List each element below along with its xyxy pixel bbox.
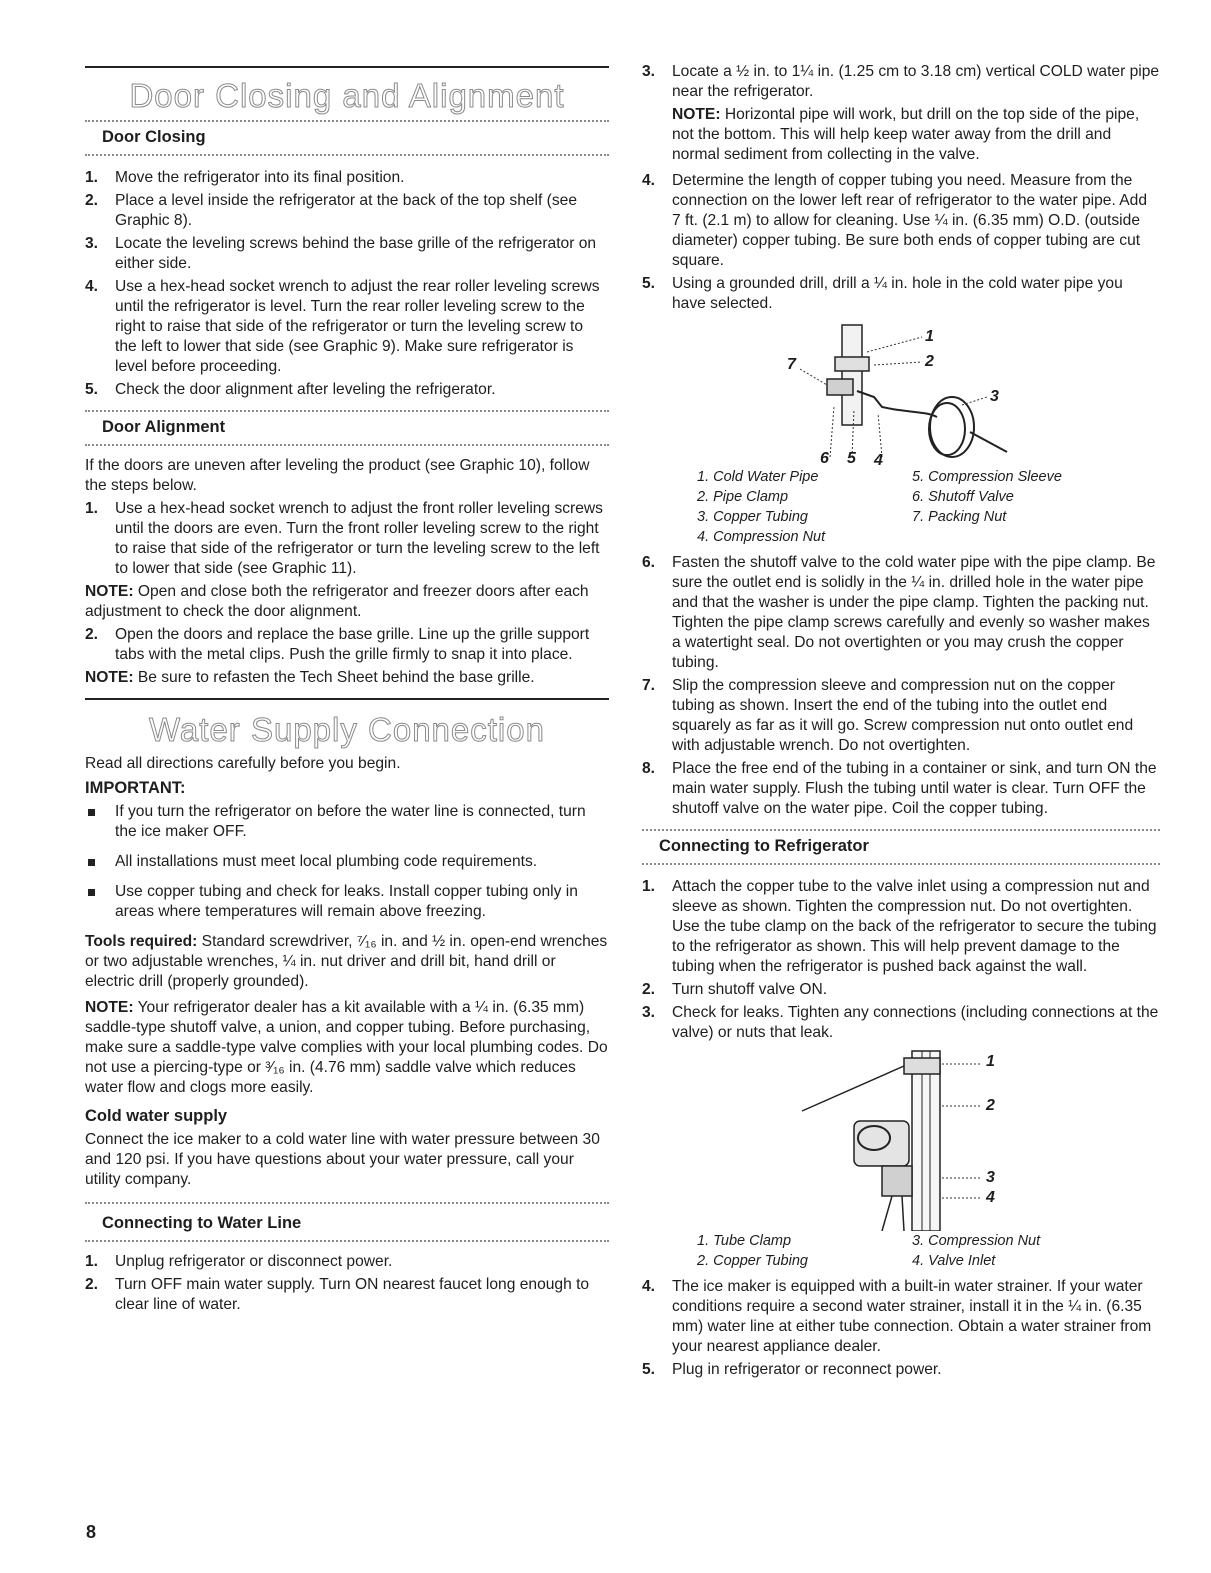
door-alignment-intro: If the doors are uneven after leveling the product (see Graphic 10), follow the steps below.	[85, 457, 590, 494]
connecting-water-line-heading: Connecting to Water Line	[102, 1214, 302, 1232]
list-item: 1. Use a hex-head socket wrench to adjust the front roller leveling screws until the doors are even. Turn the front roller leveling screw to the right to raise that side of the refrigerator or turn the leveling screw to the left to lower that side (see Graphic 11).	[85, 500, 603, 577]
callout-label: 4	[986, 1189, 995, 1206]
callout-label: 4	[874, 452, 883, 469]
list-item: 4. Determine the length of copper tubing you need. Measure from the connection on the lower left rear of refrigerator to the water pipe. Add 7 ft. (2.1 m) to allow for cleaning. Use ¼ in. (6.35 mm) O.D. (outside diameter) copper tubing. Be sure both ends of copper tubing are cut square.	[642, 172, 1148, 269]
list-item: 2. Open the doors and replace the base grille. Line up the grille support tabs with the metal clips. Push the grille firmly to snap it into place.	[85, 626, 590, 663]
bullet-icon	[88, 889, 95, 896]
legend-item	[912, 527, 1142, 547]
steps-4-5	[642, 1277, 1160, 1380]
cold-water-text: Connect the ice maker to a cold water line with water pressure between 30 and 120 psi. If you have questions about your water pressure, call your utility company.	[85, 1131, 600, 1188]
callout-label: 3	[986, 1169, 995, 1186]
refrigerator-steps	[642, 877, 1160, 1043]
divider	[85, 1240, 609, 1242]
callout-label: 2	[925, 353, 934, 370]
list-item: 4. Use a hex-head socket wrench to adjust the rear roller leveling screws until the refrigerator is level. Turn the rear roller leveling screw to the right to raise that side of the refrigerator or turn the leveling screw to the left to lower that side (see Graphic 9). Make sure refrigerator is level before proceeding.	[85, 278, 600, 375]
important-list	[85, 802, 609, 922]
water-line-steps	[85, 1252, 609, 1315]
section-rule	[85, 698, 609, 700]
divider	[642, 863, 1160, 865]
valve-inlet-illustration	[642, 1046, 1160, 1231]
list-item: If you turn the refrigerator on before the water line is connected, turn the ice maker OFF.	[85, 802, 609, 842]
legend-item: 7. Packing Nut	[912, 509, 1007, 525]
list-item: 7. Slip the compression sleeve and compression nut on the copper tubing as shown. Insert the end of the tubing into the outlet end squarely as far as it will go. Screw compression nut onto outlet end with adjustable wrench. Do not overtighten.	[642, 677, 1134, 754]
list-item: 2. Turn OFF main water supply. Turn ON nearest faucet long enough to clear line of water.	[85, 1276, 590, 1313]
left-column	[85, 60, 609, 1318]
legend-item: 3. Compression Nut	[912, 1233, 1041, 1249]
list-item: Use copper tubing and check for leaks. Install copper tubing only in areas where temperatures will remain above freezing.	[85, 882, 609, 922]
door-section-title: Door Closing and Alignment	[129, 77, 565, 114]
note-paragraph: NOTE: Horizontal pipe will work, but drill on the top side of the pipe, not the bottom. This will help keep water away from the drill and normal sediment from collecting in the valve.	[672, 106, 1140, 163]
callout-label: 3	[990, 388, 999, 405]
divider	[85, 154, 609, 156]
bullet-icon	[88, 809, 95, 816]
list-item: 5. Using a grounded drill, drill a ¼ in. hole in the cold water pipe you have selected.	[642, 275, 1123, 312]
bullet-icon	[88, 859, 95, 866]
callout-label: 1	[925, 328, 934, 345]
list-item: 1. Attach the copper tube to the valve inlet using a compression nut and sleeve as shown. Tighten the compression nut. Do not overtighten. Use the tube clamp on the back of the refrigerator to secure the tubing to the refrigerator as shown. This will help prevent damage to the tubing when the refrigerator is pushed back against the wall.	[642, 878, 1157, 975]
door-alignment-heading: Door Alignment	[102, 418, 226, 436]
divider	[85, 444, 609, 446]
list-item: 1. Move the refrigerator into its final position.	[85, 169, 405, 186]
callout-label: 7	[787, 356, 796, 373]
shutoff-valve-diagram	[642, 317, 1160, 467]
callout-label: 2	[986, 1097, 995, 1114]
legend-item: 1. Tube Clamp	[697, 1233, 792, 1249]
legend-item: 1. Cold Water Pipe	[697, 469, 819, 485]
water-section-title: Water Supply Connection	[149, 711, 545, 748]
important-label: IMPORTANT:	[85, 779, 186, 797]
callout-label: 1	[986, 1053, 995, 1070]
legend-item: 4. Valve Inlet	[912, 1253, 996, 1269]
list-item: 8. Place the free end of the tubing in a container or sink, and turn ON the main water supply. Flush the tubing until water is clear. Turn OFF the shutoff valve on the water pipe. Coil the copper tubing.	[642, 760, 1157, 817]
list-item: 3. Locate the leveling screws behind the base grille of the refrigerator on either side.	[85, 235, 597, 272]
list-item: 6. Fasten the shutoff valve to the cold water pipe with the pipe clamp. Be sure the outlet end is solidly in the ¼ in. drilled hole in the water pipe and that the washer is under the pipe clamp. Tighten the packing nut. Tighten the pipe clamp screws carefully and evenly so washer makes a watertight seal. Do not overtighten or you may crush the copper tubing.	[642, 554, 1156, 671]
list-item: 2. Turn shutoff valve ON.	[642, 981, 828, 998]
section-rule	[85, 66, 609, 68]
legend-item: 6. Shutoff Valve	[912, 489, 1014, 505]
tools-paragraph: Tools required: Standard screwdriver, ⁷⁄₁₆ in. and ½ in. open-end wrenches or two adjustable wrenches, ¼ in. nut driver and drill bit, hand drill or electric drill (properly grounded).	[85, 933, 608, 990]
door-closing-steps	[85, 168, 609, 400]
legend-item: 4. Compression Nut	[697, 529, 826, 545]
callout-label: 5	[847, 450, 856, 467]
connecting-refrigerator-heading: Connecting to Refrigerator	[659, 837, 869, 855]
list-item: 3. Check for leaks. Tighten any connections (including connections at the valve) or nuts that leak.	[642, 1004, 1159, 1041]
legend-item: 2. Pipe Clamp	[697, 489, 789, 505]
list-item: 4. The ice maker is equipped with a built-in water strainer. If your water conditions require a second water strainer, install it in the ¼ in. (6.35 mm) water line at either tube connection. Obtain a water strainer from your nearest appliance dealer.	[642, 1278, 1152, 1355]
steps-6-8	[642, 553, 1160, 819]
page-number: 8	[86, 1522, 97, 1542]
list-item: All installations must meet local plumbing code requirements.	[85, 852, 609, 872]
note-paragraph: NOTE: Open and close both the refrigerator and freezer doors after each adjustment to check the door alignment.	[85, 583, 589, 620]
list-item: 5. Check the door alignment after leveling the refrigerator.	[85, 381, 496, 398]
right-column	[642, 62, 1160, 1383]
list-item: 5. Plug in refrigerator or reconnect power.	[642, 1361, 942, 1378]
figure1-legend	[642, 467, 1160, 547]
callout-label: 6	[820, 450, 829, 467]
figure2-legend	[642, 1231, 1160, 1271]
list-item: 3. Locate a ½ in. to 1¼ in. (1.25 cm to 3.18 cm) vertical COLD water pipe near the refrigerator.	[642, 63, 1160, 100]
water-intro: Read all directions carefully before you begin.	[85, 755, 401, 772]
list-item: 1. Unplug refrigerator or disconnect power.	[85, 1253, 393, 1270]
cold-water-heading: Cold water supply	[85, 1107, 228, 1125]
valve-inlet-diagram	[642, 1046, 1160, 1231]
legend-item: 5. Compression Sleeve	[912, 469, 1062, 485]
legend-item: 2. Copper Tubing	[697, 1253, 808, 1269]
list-item: 2. Place a level inside the refrigerator at the back of the top shelf (see Graphic 8).	[85, 192, 578, 229]
note-paragraph: NOTE: Your refrigerator dealer has a kit available with a ¼ in. (6.35 mm) saddle-type shutoff valve, a union, and copper tubing. Before purchasing, make sure a saddle-type valve complies with your local plumbing codes. Do not use a piercing-type or ³⁄₁₆ in. (4.76 mm) saddle valve which reduces water flow and clogs more easily.	[85, 999, 608, 1096]
door-closing-heading: Door Closing	[102, 128, 206, 146]
note-paragraph: NOTE: Be sure to refasten the Tech Sheet behind the base grille.	[85, 669, 535, 686]
legend-item: 3. Copper Tubing	[697, 509, 808, 525]
shutoff-valve-illustration	[642, 317, 1160, 467]
